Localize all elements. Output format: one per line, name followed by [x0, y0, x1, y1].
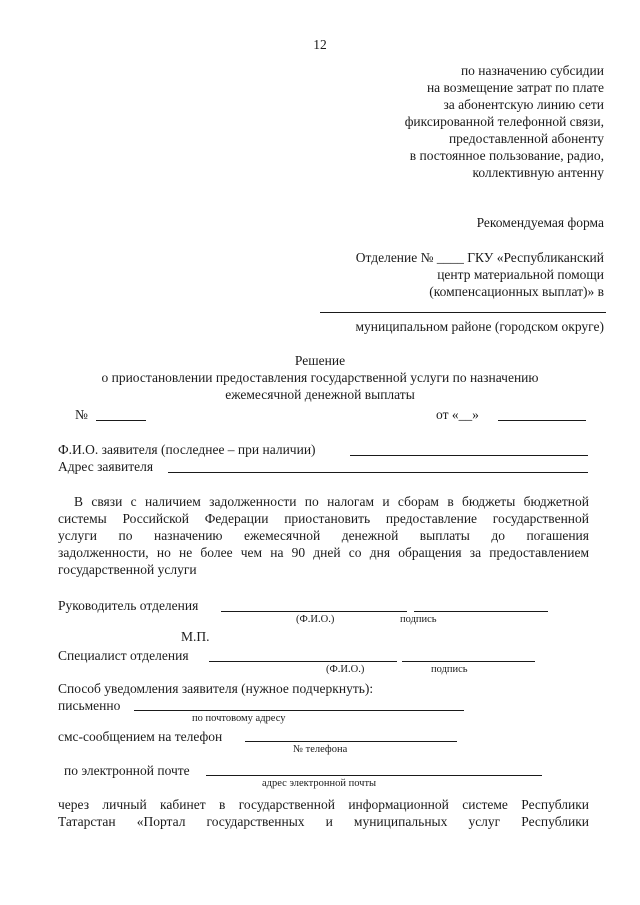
body-line: задолженности, но не более чем на 90 дней со дня обращения за предоставлением — [58, 545, 589, 560]
date-label: от «__» — [436, 407, 479, 422]
specialist-signature-label: Специалист отделения — [58, 648, 189, 663]
header-line: в постоянное пользование, радио, — [409, 148, 604, 163]
date-blank — [498, 420, 586, 421]
head-signature-label: Руководитель отделения — [58, 598, 199, 613]
office-line: муниципальном районе (городском округе) — [355, 319, 604, 334]
stamp-label: М.П. — [181, 629, 210, 644]
recommended-form-label: Рекомендуемая форма — [476, 215, 604, 230]
applicant-name-label: Ф.И.О. заявителя (последнее – при наличии) — [58, 442, 316, 457]
letter-blank — [134, 710, 464, 711]
header-line: на возмещение затрат по плате — [426, 80, 604, 95]
office-line: Отделение № ____ ГКУ «Республиканский — [355, 250, 604, 265]
header-line: предоставленной абоненту — [448, 131, 604, 146]
email-blank — [206, 775, 542, 776]
notification-cabinet: через личный кабинет в государственной информационной системе Республики — [58, 797, 589, 812]
office-line: центр материальной помощи — [437, 267, 604, 282]
page-number: 12 — [313, 37, 327, 52]
sms-blank — [245, 741, 457, 742]
head-fio-blank — [221, 611, 407, 612]
number-label: № — [75, 407, 88, 422]
office-line: (компенсационных выплат)» в — [429, 284, 604, 299]
head-fio-caption: (Ф.И.О.) — [296, 614, 335, 625]
body-line: государственной услуги — [58, 562, 197, 577]
notification-sms: смс-сообщением на телефон — [58, 729, 223, 744]
document-subtitle: ежемесячной денежной выплаты — [225, 387, 415, 402]
notification-label: Способ уведомления заявителя (нужное подчеркнуть): — [58, 681, 374, 696]
specialist-fio-blank — [209, 661, 397, 662]
header-line: за абонентскую линию сети — [443, 97, 604, 112]
header-line: по назначению субсидии — [460, 63, 604, 78]
body-line: услуги по назначению ежемесячной денежной выплаты до погашения — [58, 528, 589, 543]
specialist-sign-blank — [402, 661, 535, 662]
document-subtitle: о приостановлении предоставления государственной услуги по назначению — [101, 370, 539, 385]
notification-letter: письменно — [58, 698, 121, 713]
head-sign-blank — [414, 611, 548, 612]
applicant-address-label: Адрес заявителя — [58, 459, 154, 474]
number-blank — [96, 420, 146, 421]
notification-email: по электронной почте — [64, 763, 190, 778]
specialist-fio-caption: (Ф.И.О.) — [326, 664, 365, 675]
applicant-address-blank — [168, 472, 588, 473]
office-blank-line — [320, 312, 606, 313]
notification-cabinet: Татарстан «Портал государственных и муниципальных услуг Республики — [58, 814, 589, 829]
sms-caption: № телефона — [293, 744, 348, 755]
header-line: коллективную антенну — [472, 165, 604, 180]
head-sign-caption: подпись — [400, 614, 437, 625]
document-title: Решение — [294, 353, 346, 368]
specialist-sign-caption: подпись — [431, 664, 468, 675]
header-line: фиксированной телефонной связи, — [404, 114, 604, 129]
letter-caption: по почтовому адресу — [192, 713, 286, 724]
body-line: В связи с наличием задолженности по налогам и сборам в бюджеты бюджетной — [74, 494, 589, 509]
body-line: системы Российской Федерации приостановить предоставление государственной — [58, 511, 589, 526]
email-caption: адрес электронной почты — [262, 778, 377, 789]
applicant-name-blank — [350, 455, 588, 456]
